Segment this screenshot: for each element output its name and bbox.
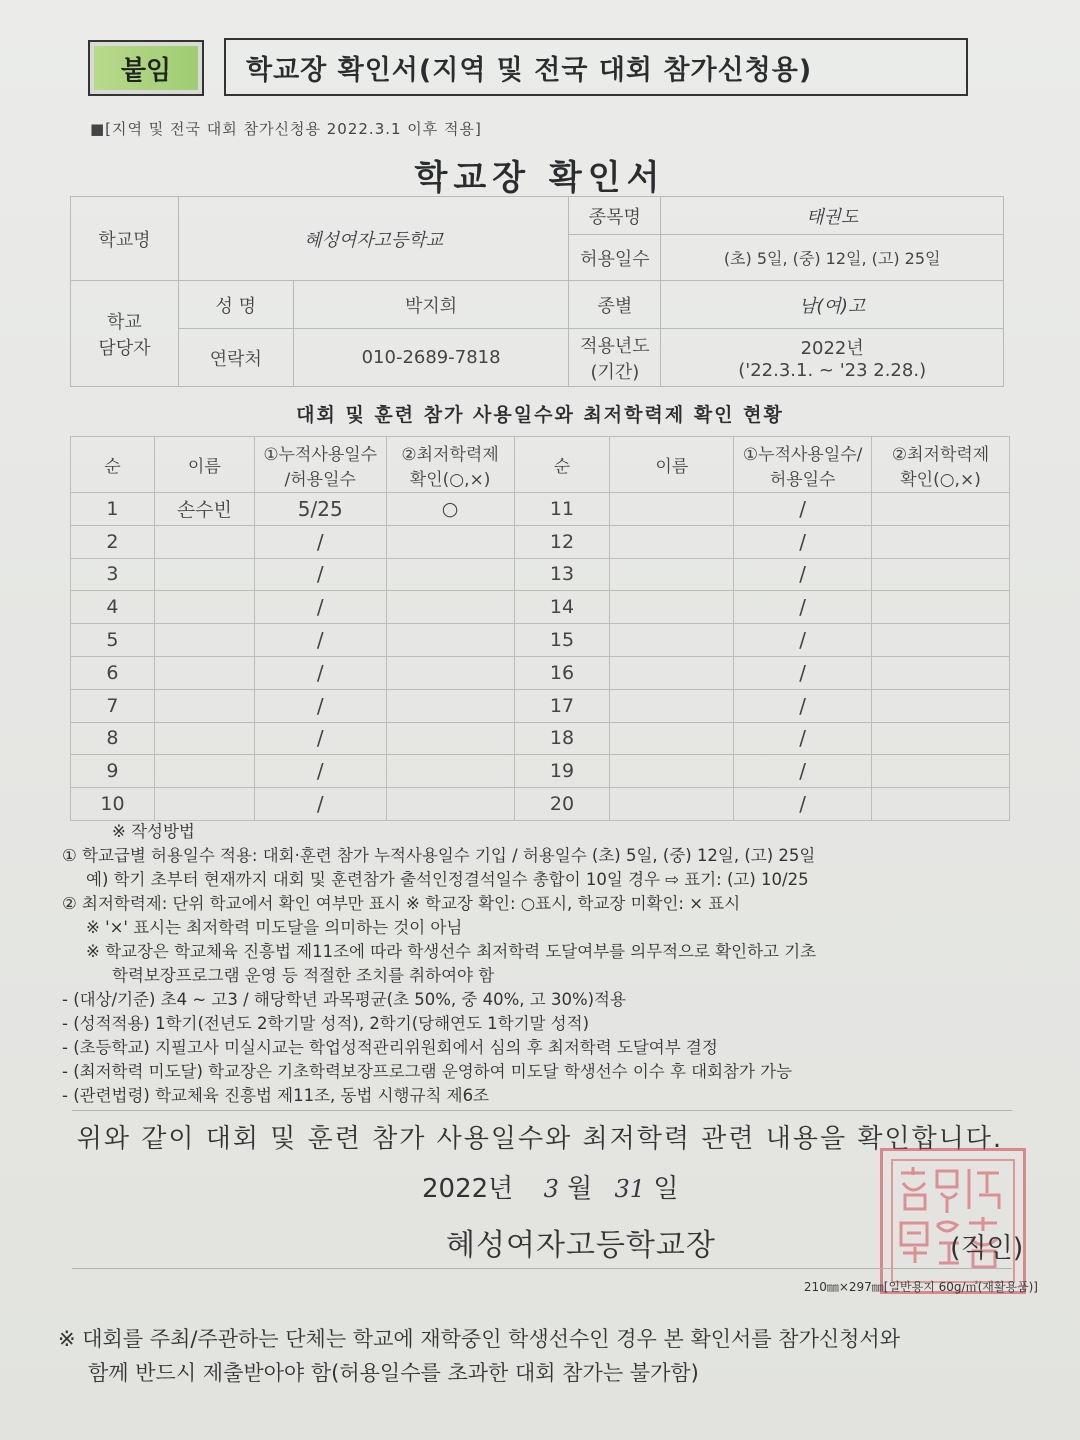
row-number-right: 17 [514,689,610,722]
divider-line [72,1110,1012,1111]
form-title-box: 학교장 확인서(지역 및 전국 대회 참가신청용) [224,38,968,96]
min-grade-check-right [872,689,1010,722]
student-name-right [610,689,734,722]
student-name-right [610,624,734,657]
table-row [71,656,1010,689]
student-name: 손수빈 [154,493,254,526]
official-seal-stamp [880,1148,1026,1294]
period-value [661,329,1004,387]
period-label [569,329,661,387]
staff-label-line2: 담당자 [98,337,151,359]
min-grade-check: ○ [386,493,514,526]
date-day: 31 [614,1175,646,1203]
header-grade-right-line2: 확인(○,×) [900,469,981,490]
row-number: 3 [71,558,155,591]
row-number: 10 [71,788,155,821]
row-number-right: 19 [514,755,610,788]
used-days: / [254,656,386,689]
bottom-divider-line [72,1268,1012,1269]
min-grade-check [386,755,514,788]
header-days-right-line1: ①누적사용일수/ [742,444,863,465]
min-grade-check-right [872,656,1010,689]
gender-value: 남(여)고 [661,281,1004,329]
instruction-line: 예) 학기 초부터 현재까지 대회 및 훈련참가 출석인정결석일수 총합이 10일 경우 ⇨ 표기: (고) 10/25 [86,870,809,889]
row-number: 8 [71,722,155,755]
min-grade-check [386,722,514,755]
used-days: / [254,722,386,755]
row-number-right: 12 [514,525,610,558]
student-name-right [610,755,734,788]
min-grade-check-right [872,558,1010,591]
confirmation-date [422,1168,678,1205]
period-range: ('22.3.1. ~ '23 2.28.) [738,360,927,381]
row-number-right: 14 [514,591,610,624]
student-name [154,525,254,558]
gender-label: 종별 [569,281,661,329]
min-grade-check-right [872,788,1010,821]
row-number: 5 [71,624,155,657]
staff-label-line1: 학교 [107,311,142,333]
header-grade-right [872,437,1010,493]
min-grade-check-right [872,591,1010,624]
student-name [154,656,254,689]
row-number: 6 [71,656,155,689]
participation-status-table [70,436,1010,821]
min-grade-check-right [872,755,1010,788]
student-name-right [610,591,734,624]
used-days-right: / [734,591,872,624]
student-name [154,624,254,657]
table-row [71,493,1010,526]
row-number: 7 [71,689,155,722]
used-days: / [254,755,386,788]
period-label-line2: (기간) [590,361,640,383]
instruction-line: ※ '×' 표시는 최저학력 미도달을 의미하는 것이 아님 [86,918,463,937]
student-name [154,788,254,821]
staff-label [71,281,179,387]
submission-footnote [58,1322,900,1390]
sport-label: 종목명 [569,197,661,235]
footnote-line1: ※ 대회를 주최/주관하는 단체는 학교에 재학중인 학생선수인 경우 본 확인서를 참가신청서와 [58,1327,901,1351]
row-number-right: 20 [514,788,610,821]
min-grade-check [386,591,514,624]
date-day-unit: 일 [653,1174,679,1204]
min-grade-check [386,788,514,821]
student-name [154,755,254,788]
min-grade-check-right [872,624,1010,657]
table-row [71,624,1010,657]
student-name [154,722,254,755]
instruction-line: - (초등학교) 지필고사 미실시교는 학업성적관리위원회에서 심의 후 최저학력 도달여부 결정 [62,1038,718,1057]
instruction-line: - (대상/기준) 초4 ~ 고3 / 해당학년 과목평균(초 50%, 중 40%, 고 30%)적용 [62,990,626,1009]
min-grade-check [386,656,514,689]
status-table-title: 대회 및 훈련 참가 사용일수와 최저학력제 확인 현황 [296,404,784,426]
table-row [71,788,1010,821]
header-grade-line2: 확인(○,×) [409,469,491,490]
header-days-line1: ①누적사용일수 [263,444,378,465]
header-name: 이름 [154,437,254,493]
seal-label: (직인) [950,1233,1024,1264]
used-days-right: / [734,558,872,591]
staff-name-label: 성 명 [178,281,293,329]
attachment-tag-label: 붙임 [94,46,198,90]
student-name-right [610,558,734,591]
min-grade-check-right [872,722,1010,755]
application-note: ■[지역 및 전국 대회 참가신청용 2022.3.1 이후 적용] [90,120,482,138]
min-grade-check [386,689,514,722]
sport-value: 태권도 [661,197,1004,235]
min-grade-check [386,558,514,591]
row-number: 1 [71,493,155,526]
used-days: / [254,689,386,722]
row-number-right: 11 [514,493,610,526]
student-name-right [610,656,734,689]
header-grade [386,437,514,493]
used-days: / [254,591,386,624]
paper-spec: 210㎜×297㎜[일반용지 60g/㎡(재활용품)] [803,1280,1038,1294]
school-name-label: 학교명 [71,197,179,281]
allowed-days-label: 허용일수 [569,235,661,281]
row-number-right: 13 [514,558,610,591]
instruction-line: ② 최저학력제: 단위 학교에서 확인 여부만 표시 ※ 학교장 확인: ○표시, 학교장 미확인: × 표시 [62,894,741,913]
table-row [71,689,1010,722]
used-days-right: / [734,788,872,821]
header-no-right: 순 [514,437,610,493]
document-title: 학교장 확인서 [414,158,666,198]
student-name [154,558,254,591]
student-name-right [610,525,734,558]
instruction-line: ① 학교급별 허용일수 적용: 대회·훈련 참가 누적사용일수 기입 / 허용일수 (초) 5일, (중) 12일, (고) 25일 [62,846,816,865]
table-row [71,722,1010,755]
row-number: 4 [71,591,155,624]
allowed-days-value: (초) 5일, (중) 12일, (고) 25일 [661,235,1004,281]
school-name-value: 혜성여자고등학교 [178,197,569,281]
writing-instructions [62,820,1042,1108]
min-grade-check-right [872,525,1010,558]
attachment-tag [88,40,204,96]
school-info-table [70,196,1004,387]
min-grade-check [386,624,514,657]
date-month-unit: 월 [567,1174,593,1204]
row-number: 2 [71,525,155,558]
student-name [154,689,254,722]
used-days-right: / [734,525,872,558]
period-year: 2022년 [800,338,864,359]
header-days [254,437,386,493]
contact-label: 연락처 [178,329,293,387]
row-number-right: 16 [514,656,610,689]
header-days-right-line2: 허용일수 [769,469,836,490]
table-row [71,558,1010,591]
instruction-line: - (관련법령) 학교체육 진흥법 제11조, 동법 시행규칙 제6조 [62,1086,489,1105]
date-month: 3 [543,1175,559,1203]
used-days: / [254,558,386,591]
used-days: 5/25 [254,493,386,526]
student-name-right [610,788,734,821]
student-name [154,591,254,624]
used-days-right: / [734,493,872,526]
header-no: 순 [71,437,155,493]
min-grade-check-right [872,493,1010,526]
instruction-line: 학력보장프로그램 운영 등 적절한 조치를 취하여야 함 [112,966,495,985]
used-days-right: / [734,722,872,755]
instruction-line: ※ 작성방법 [112,822,195,841]
confirmation-statement: 위와 같이 대회 및 훈련 참가 사용일수와 최저학력 관련 내용을 확인합니다. [76,1124,1004,1154]
used-days: / [254,624,386,657]
instruction-line: ※ 학교장은 학교체육 진흥법 제11조에 따라 학생선수 최저학력 도달여부를 의무적으로 확인하고 기초 [86,942,817,961]
row-number: 9 [71,755,155,788]
used-days-right: / [734,656,872,689]
row-number-right: 15 [514,624,610,657]
instruction-line: - (최저학력 미도달) 학교장은 기초학력보장프로그램 운영하여 미도달 학생선수 이수 후 대회참가 가능 [62,1062,793,1081]
used-days: / [254,525,386,558]
table-row [71,591,1010,624]
student-name-right [610,493,734,526]
used-days-right: / [734,689,872,722]
header-grade-line1: ②최저학력제 [401,444,499,465]
header-days-line2: /허용일수 [284,469,356,490]
instruction-line: - (성적적용) 1학기(전년도 2학기말 성적), 2학기(당해연도 1학기말 성적) [62,1014,590,1033]
student-name-right [610,722,734,755]
table-row [71,525,1010,558]
date-year: 2022년 [422,1174,514,1204]
used-days: / [254,788,386,821]
contact-value: 010-2689-7818 [293,329,569,387]
min-grade-check [386,525,514,558]
seal-glyph-pattern [883,1151,1023,1291]
period-label-line1: 적용년도 [580,335,650,357]
row-number-right: 18 [514,722,610,755]
used-days-right: / [734,624,872,657]
table-row [71,755,1010,788]
header-grade-right-line1: ②최저학력제 [891,444,990,465]
header-name-right: 이름 [610,437,734,493]
principal-name: 혜성여자고등학교장 [446,1228,716,1263]
staff-name-value: 박지희 [293,281,569,329]
used-days-right: / [734,755,872,788]
footnote-line2: 함께 반드시 제출받아야 함(허용일수를 초과한 대회 참가는 불가함) [88,1361,699,1385]
header-days-right [734,437,872,493]
